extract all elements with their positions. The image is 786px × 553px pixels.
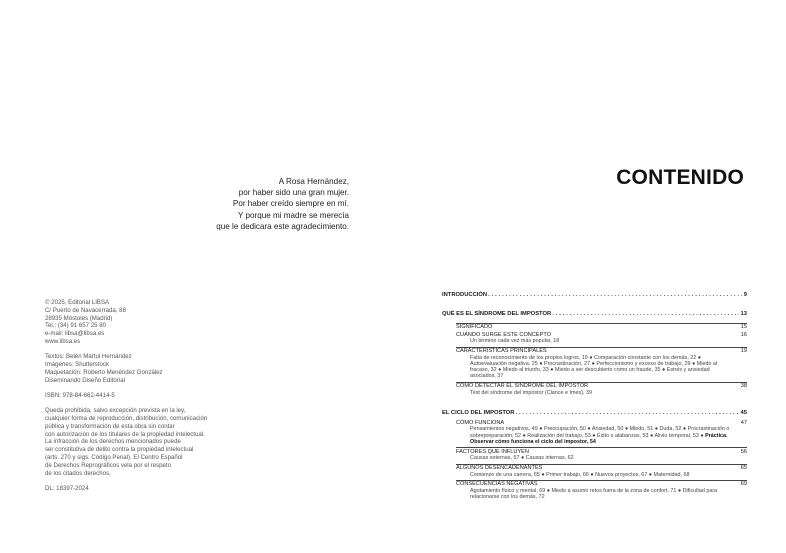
dot-leader: [488, 292, 742, 298]
toc-section-caracteristicas[interactable]: [456, 347, 747, 355]
toc-subsection-list: Agotamiento físico y mental, 69 ● Miedo a asumir retos fuera de la zona de confort, 71 ● Dificultad para relacionarse con los demás, 72: [470, 487, 718, 501]
right-page: [393, 0, 786, 553]
publisher-line: C/ Puerto de Navacerrada, 88: [45, 306, 126, 314]
section-title: ALGUNOS DESENCADENANTES: [456, 465, 543, 472]
dedication: [216, 176, 349, 232]
legal-line: pública y transformación de esta obra sin contar: [45, 422, 175, 430]
legal-line: Queda prohibida, salvo excepción prevista en la ley,: [45, 407, 186, 415]
legal-line: con autorización de los titulares de la propiedad intelectual.: [45, 430, 205, 438]
chapter-title: EL CICLO DEL IMPOSTOR: [442, 409, 515, 416]
publisher-email: e-mail: libsa@libsa.es: [45, 330, 105, 338]
isbn: ISBN: 978-84-662-4414-5: [45, 391, 115, 399]
chapter-page: 13: [740, 311, 747, 318]
section-page: 19: [740, 348, 747, 355]
legal-notice: [45, 407, 260, 477]
chapter-page: 45: [740, 409, 747, 416]
publisher-line: Tel.: (34) 91 657 25 80: [45, 322, 106, 330]
toc-title: CONTENIDO: [616, 166, 744, 189]
section-page: 65: [740, 465, 747, 472]
toc-subsection-list: Comienzo de una carrera, 65 ● Primer trabajo, 66 ● Nuevos proyectos, 67 ● Maternidad, 68: [470, 471, 690, 478]
dedication-line: que le dedicara este agradecimiento.: [216, 221, 349, 231]
section-page: 15: [740, 324, 747, 331]
chapter-title: INTRODUCCIÓN: [442, 292, 488, 298]
toc-chapter-introduccion[interactable]: [442, 292, 747, 298]
toc-section-desencadenantes[interactable]: [456, 464, 747, 472]
chapter-page: 9: [743, 292, 747, 298]
subsection-text: Pensamientos negativos, 49 ● Preocupación, 50 ● Ansiedad, 50 ● Miedo, 51 ● Duda, 52 ● Procrastinación o sobrepreparación, 52 ● Realización del trabajo, 53 ● Éxito o alabanzas, 53 ● Alivio temporal, 53 ●: [470, 426, 730, 439]
publisher-website: www.libsa.es: [45, 337, 81, 345]
section-page: 56: [740, 448, 747, 455]
subsection-highlight: Práctica. Observar cómo funciona el ciclo del impostor, 54: [470, 432, 728, 445]
credits: [45, 299, 260, 500]
toc-subsection-list: Falta de reconocimiento de los propios logros, 19 ● Comparación constante con los demás, 22 ● Autoevaluación negativa, 25 ● Procrastinación, 27 ● Perfeccionismo y exceso de trabajo, 29 ● Miedo al fracaso, 32 ● Miedo al triunfo, 33 ● Miedo a ser descubierto como un fraude, 35 ● Estrés y ansiedad asociados, 37: [470, 354, 718, 380]
toc-subsection-list: [470, 426, 747, 445]
dedication-line: Por haber creído siempre en mí.: [232, 199, 349, 209]
toc-subsection-list: Test del síndrome del impostor (Clance e Imes), 39: [470, 389, 592, 396]
legal-line: cualquier forma de reproducción, distribución, comunicación: [45, 415, 208, 423]
dedication-line: por haber sido una gran mujer.: [238, 188, 349, 198]
toc-chapter-ciclo[interactable]: [442, 410, 747, 416]
legal-line: de los citados derechos.: [45, 469, 111, 477]
team-line: Maquetación: Roberto Menéndez González: [45, 368, 163, 376]
section-title: CARACTERÍSTICAS PRINCIPALES: [456, 348, 547, 355]
toc-section-como-funciona[interactable]: [456, 419, 747, 426]
section-page: 47: [740, 419, 747, 426]
legal-line: ser constitutiva de delito contra la propiedad intelectual: [45, 446, 194, 454]
toc-section-significado[interactable]: [456, 323, 747, 331]
toc-subsection-list: Causas externas, 57 ● Causas internas, 62: [470, 455, 574, 462]
toc-chapter-que-es[interactable]: [442, 311, 747, 317]
team-info: [45, 353, 260, 384]
legal-line: de Derechos Reprográficos vela por el respeto: [45, 461, 172, 469]
section-page: 38: [740, 383, 747, 390]
section-title: CUÁNDO SURGE ESTE CONCEPTO: [456, 331, 552, 338]
dot-leader: [552, 311, 738, 317]
legal-line: La infracción de los derechos mencionados puede: [45, 438, 181, 446]
section-title: SIGNIFICADO: [456, 324, 493, 331]
publisher-info: [45, 299, 260, 346]
team-line: Textos: Belén Martul Hernández: [45, 353, 132, 361]
toc-section-factores[interactable]: [456, 447, 747, 455]
section-page: 16: [740, 331, 747, 338]
dedication-line: Y porque mi madre se merecía: [238, 210, 349, 220]
section-title: CÓMO DETECTAR EL SÍNDROME DEL IMPOSTOR: [456, 383, 589, 390]
section-page: 69: [740, 481, 747, 488]
legal-line: (arts. 270 y sigs. Código Penal). El Centro Español: [45, 454, 183, 462]
section-title: CONSECUENCIAS NEGATIVAS: [456, 481, 538, 488]
toc-section-consecuencias[interactable]: [456, 480, 747, 488]
publisher-line: © 2025, Editorial LIBSA: [45, 299, 110, 306]
section-title: FACTORES QUE INFLUYEN: [456, 448, 529, 455]
publisher-line: 28935 Móstoles (Madrid): [45, 314, 113, 322]
dedication-line: A Rosa Hernández,: [278, 177, 349, 186]
toc-section-como-detectar[interactable]: [456, 382, 747, 390]
section-title: CÓMO FUNCIONA: [456, 419, 505, 426]
chapter-title: QUÉ ES EL SÍNDROME DEL IMPOSTOR: [442, 311, 552, 318]
dot-leader: [515, 410, 738, 416]
legal-deposit: DL: 18397-2024: [45, 484, 89, 492]
toc-subsection-list: Un término cada vez más popular, 18: [470, 338, 560, 345]
toc-section-cuando-surge[interactable]: [456, 331, 747, 338]
team-line: Diseminando Diseño Editorial: [45, 376, 125, 384]
team-line: Imágenes: Shutterstock: [45, 361, 110, 369]
table-of-contents: [442, 290, 747, 500]
